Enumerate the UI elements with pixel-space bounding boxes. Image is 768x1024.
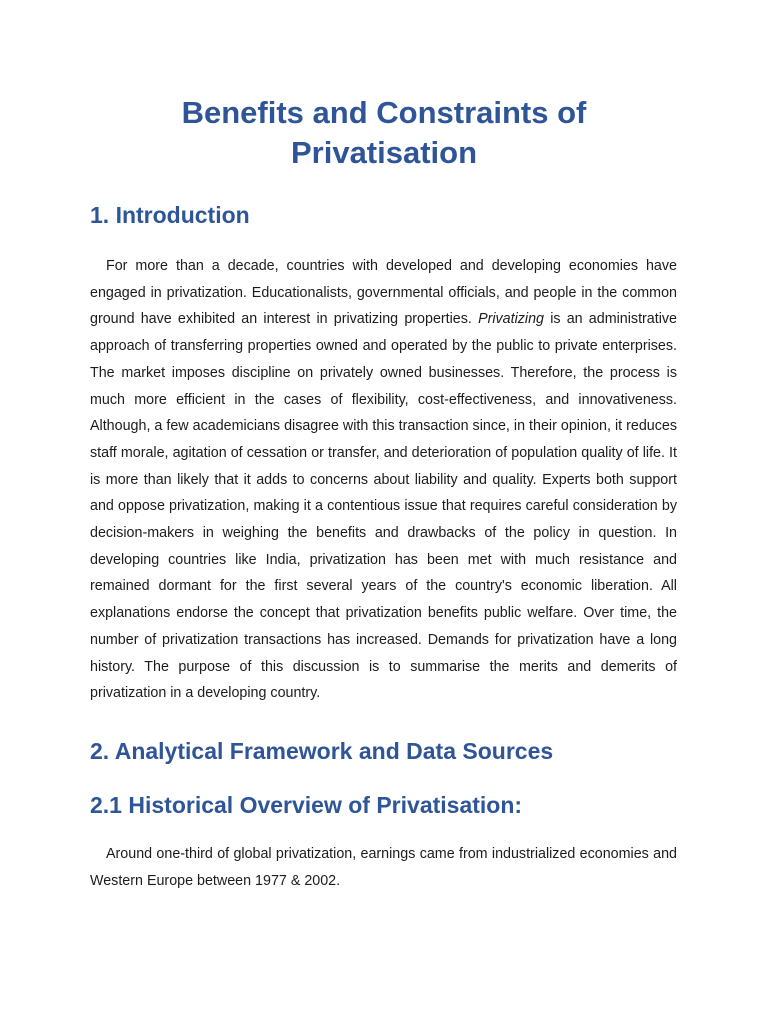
section-heading-analytical-framework: 2. Analytical Framework and Data Sources <box>90 738 554 764</box>
document-title: Benefits and Constraints of Privatisation <box>181 95 587 170</box>
introduction-text-start: For more than a decade, countries with developed and developing economies have engaged in privatization. Educationalists, governmental officials, and people in the common ground have exhibited an interest in privatizing properties. <box>90 258 677 328</box>
subsection-heading-historical-overview: 2.1 Historical Overview of Privatisation: <box>90 792 523 818</box>
privatizing-italic-term: Privatizing <box>478 311 545 328</box>
section-heading-introduction: 1. Introduction <box>90 202 250 228</box>
historical-overview-paragraph: Around one-third of global privatization, earnings came from industrialized economies and Western Europe between 1977 & 2002. <box>90 846 677 889</box>
introduction-text-rest: is an administrative approach of transferring properties owned and operated by the public to private enterprises. The market imposes discipline on privately owned businesses. Therefore, the process is much more efficient in the cases of flexibility, cost-effectiveness, and innovativeness. Although, a few academicians disagree with this transaction since, in their opinion, it reduces staff morale, agitation of cessation or transfer, and deterioration of population quality of life. It is more than likely that it adds to concerns about liability and quality. Experts both support and oppose privatization, making it a contentious issue that requires careful consideration by decision-makers in weighing the benefits and drawbacks of the policy in question. In developing countries like India, privatization has been met with much resistance and remained dormant for the first several years of the country's economic liberation. All explanations endorse the concept that privatization benefits public welfare. Over time, the number of privatization transactions has increased. Demands for privatization have a long history. The purpose of this discussion is to summarise the merits and demerits of privatization in a developing country. <box>90 311 677 702</box>
introduction-paragraph <box>90 253 677 707</box>
